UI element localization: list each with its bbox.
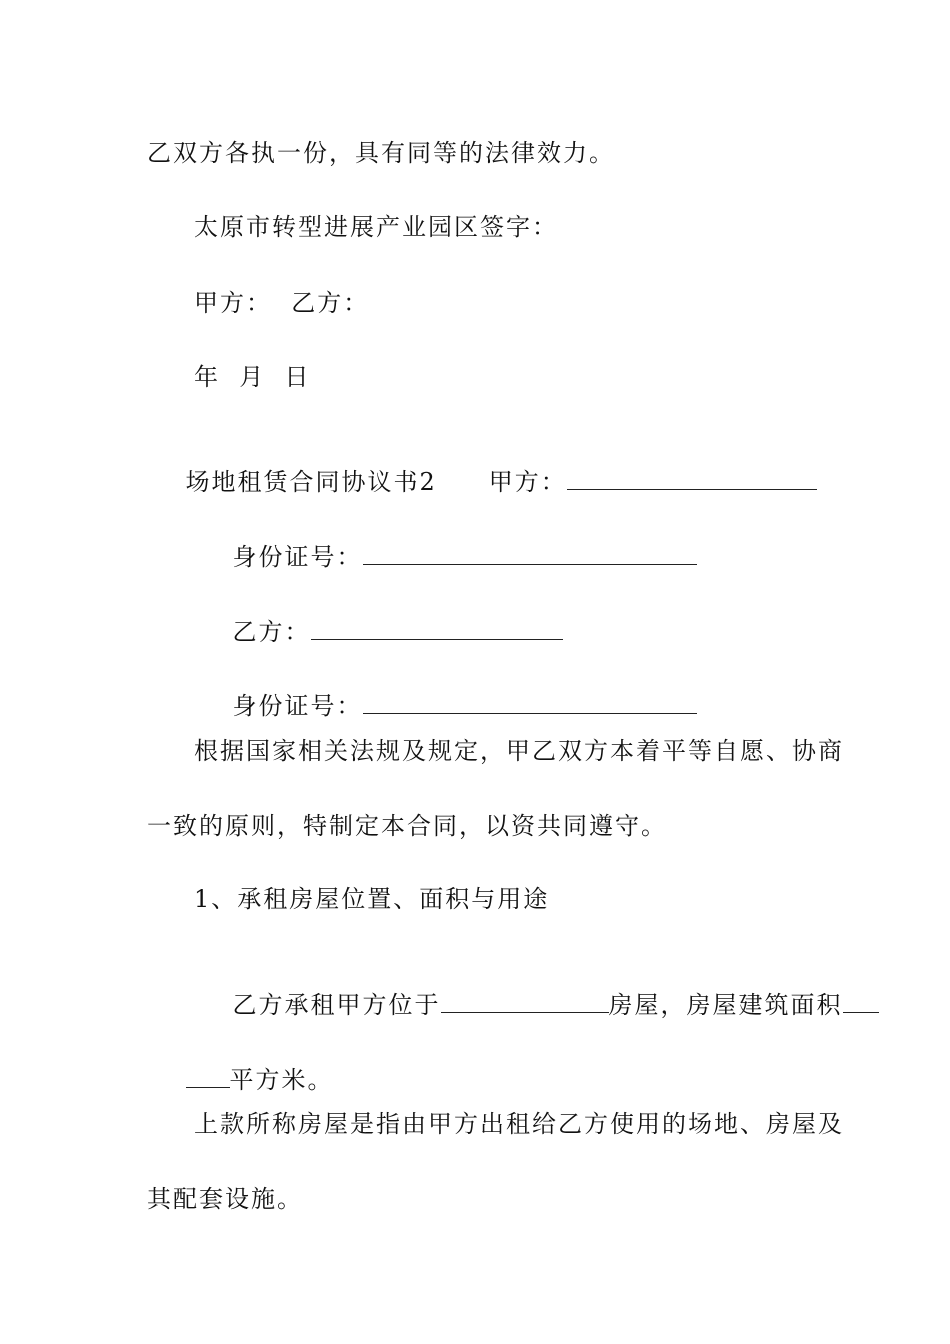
party-b-label: 乙方： [232,618,311,646]
paragraph-line: 上款所称房屋是指由甲方出租给乙方使用的场地、房屋及 [194,1110,844,1138]
signature-heading: 太原市转型进展产业园区签字： [194,213,558,241]
party-signatures: 甲方： 乙方： [194,289,370,317]
area-blank-continued [186,1065,230,1088]
location-label: 乙方承租甲方位于 [232,991,441,1019]
id-label: 身份证号： [232,543,363,571]
area-unit: 平方米。 [229,1066,334,1094]
id-blank [363,691,697,714]
id-label: 身份证号： [232,692,363,720]
paragraph-line: 一致的原则，特制定本合同，以资共同遵守。 [147,812,667,840]
paragraph-line: 乙双方各执一份，具有同等的法律效力。 [147,139,615,167]
contract-title: 场地租赁合同协议书2 [185,468,437,496]
paragraph-line: 其配套设施。 [147,1185,303,1213]
date-line: 年 月 日 [194,363,311,391]
area-label: 房屋，房屋建筑面积 [608,991,843,1019]
section-heading: 1、承租房屋位置、面积与用途 [194,885,550,913]
paragraph-line: 根据国家相关法规及规定，甲乙双方本着平等自愿、协商 [194,737,844,765]
party-a-blank [567,467,817,490]
location-blank [441,990,609,1013]
party-a-label: 甲方： [488,468,567,496]
id-blank [363,542,697,565]
area-blank [843,990,879,1013]
party-b-blank [311,617,563,640]
